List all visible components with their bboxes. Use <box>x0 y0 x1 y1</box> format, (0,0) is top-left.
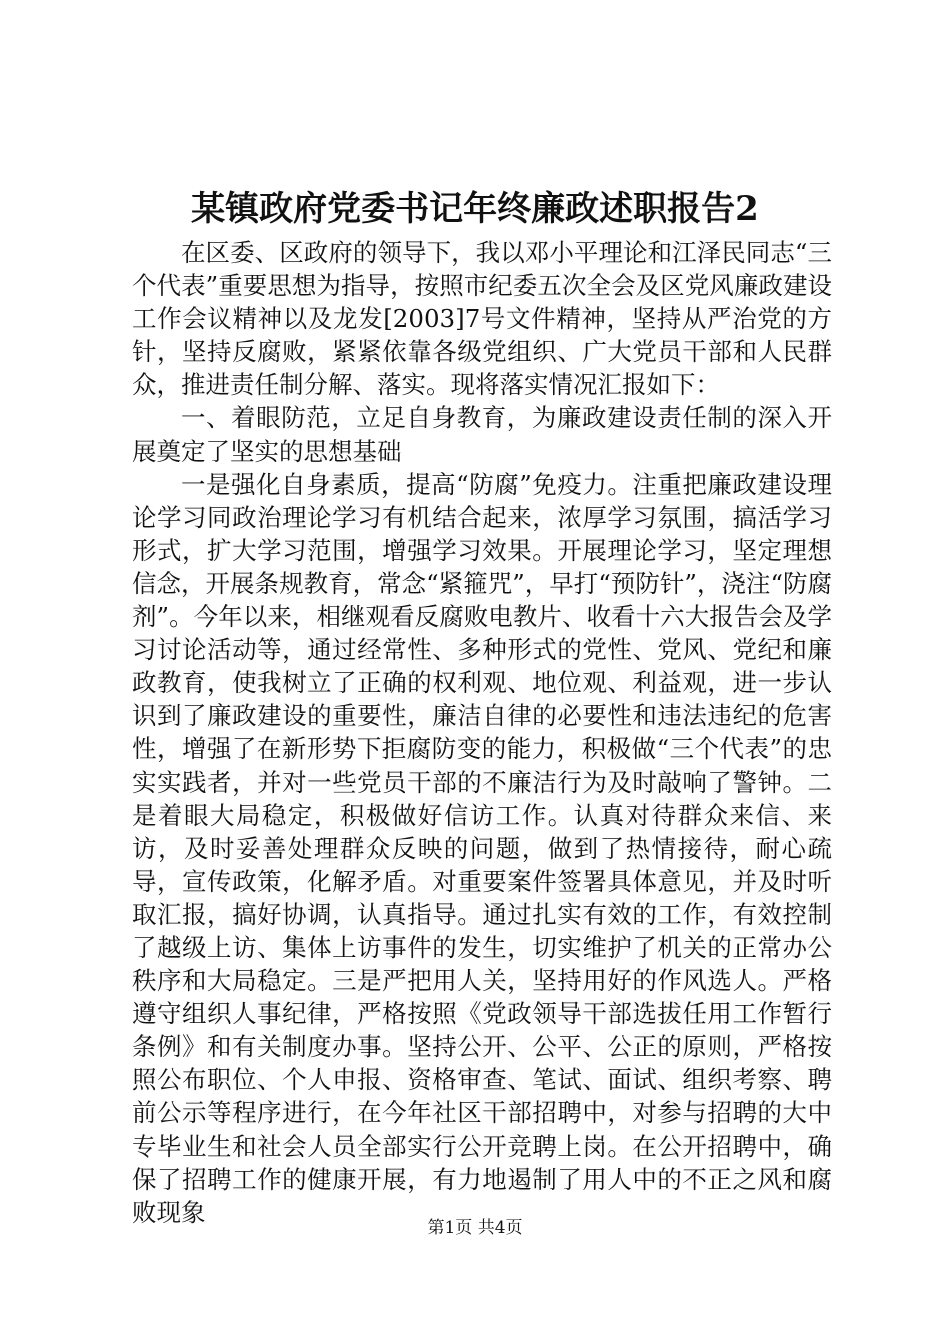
page-number-footer: 第1页 共4页 <box>427 1218 523 1238</box>
document-title: 某镇政府党委书记年终廉政述职报告2 <box>191 189 759 229</box>
paragraph-intro: 在区委、区政府的领导下，我以邓小平理论和江泽民同志“三个代表”重要思想为指导，按照市纪委五次全会及区党风廉政建设工作会议精神以及龙发[2003]7号文件精神，坚持从严治党的方针，坚持反腐败，紧紧依靠各级党组织、广大党员干部和人民群众，推进责任制分解、落实。现将落实情况汇报如下： <box>132 238 832 400</box>
document-body <box>132 236 832 1229</box>
paragraph-section-heading: 一、着眼防范，立足自身教育，为廉政建设责任制的深入开展奠定了坚实的思想基础 <box>132 403 832 466</box>
paragraph-main: 一是强化自身素质，提高“防腐”免疫力。注重把廉政建设理论学习同政治理论学习有机结合起来，浓厚学习氛围，搞活学习形式，扩大学习范围，增强学习效果。开展理论学习，坚定理想信念，开展条规教育，常念“紧箍咒”，早打“预防针”，浇注“防腐剂”。今年以来，相继观看反腐败电教片、收看十六大报告会及学习讨论活动等，通过经常性、多种形式的党性、党风、党纪和廉政教育，使我树立了正确的权利观、地位观、利益观，进一步认识到了廉政建设的重要性，廉洁自律的必要性和违法违纪的危害性，增强了在新形势下拒腐防变的能力，积极做“三个代表”的忠实实践者，并对一些党员干部的不廉洁行为及时敲响了警钟。二是着眼大局稳定，积极做好信访工作。认真对待群众来信、来访，及时妥善处理群众反映的问题，做到了热情接待，耐心疏导，宣传政策，化解矛盾。对重要案件签署具体意见，并及时听取汇报，搞好协调，认真指导。通过扎实有效的工作，有效控制了越级上访、集体上访事件的发生，切实维护了机关的正常办公秩序和大局稳定。三是严把用人关，坚持用好的作风选人。严格遵守组织人事纪律，严格按照《党政领导干部选拔任用工作暂行条例》和有关制度办事。坚持公开、公平、公正的原则，严格按照公布职位、个人申报、资格审查、笔试、面试、组织考察、聘前公示等程序进行，在今年社区干部招聘中，对参与招聘的大中专毕业生和社会人员全部实行公开竞聘上岗。在公开招聘中，确保了招聘工作的健康开展，有力地遏制了用人中的不正之风和腐败现象 <box>132 469 832 1227</box>
